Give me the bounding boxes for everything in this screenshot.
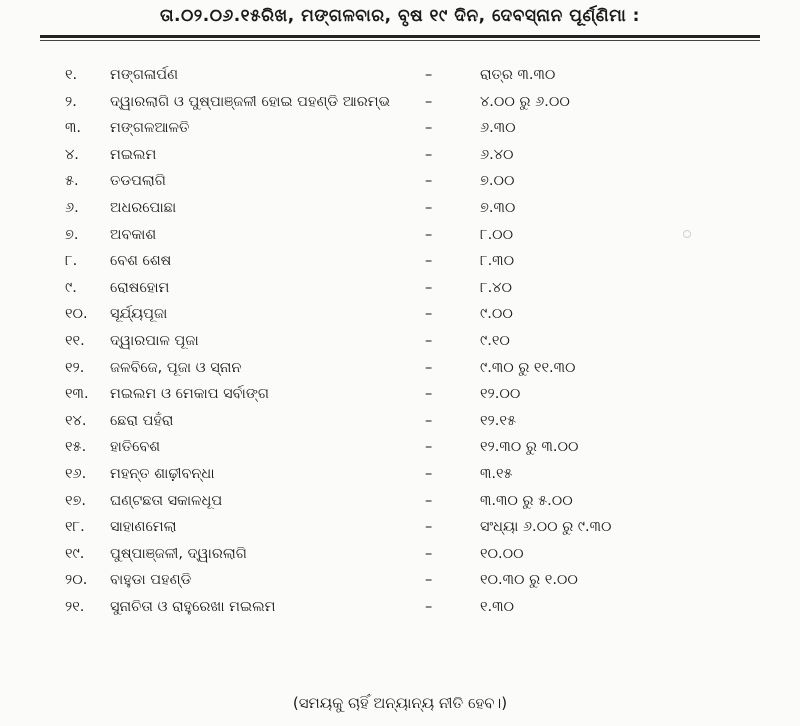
title-underline-thin: [40, 40, 760, 41]
ritual-name: ତଡପଲାଗି: [110, 173, 166, 190]
ritual-name: ସୁନାଚିତା ଓ ରାହୁରେଖା ମଇଲମ: [110, 598, 276, 615]
separator-dash: –: [425, 93, 433, 110]
ritual-time: ୩.୩୦ ରୁ ୫.୦୦: [480, 492, 573, 509]
schedule-row: [0, 434, 800, 461]
ritual-time: ୭.୩୦: [480, 199, 516, 216]
separator-dash: –: [425, 465, 433, 482]
schedule-row: [0, 195, 800, 222]
separator-dash: –: [425, 173, 433, 190]
ritual-time: ୬.୪୦: [480, 146, 514, 163]
separator-dash: –: [425, 598, 433, 615]
item-number: ୪.: [65, 146, 79, 163]
ritual-name: ଛେରା ପହଁରା: [110, 412, 174, 429]
ritual-time: ସଂଧ୍ୟା ୬.୦୦ ରୁ ୯.୩୦: [480, 519, 612, 536]
schedule-row: [0, 567, 800, 594]
separator-dash: –: [425, 146, 433, 163]
schedule-row: [0, 115, 800, 142]
ritual-time: ୧୨.୦୦: [480, 386, 521, 403]
item-number: ୧୬.: [65, 465, 87, 482]
schedule-row: [0, 381, 800, 408]
schedule-row: [0, 408, 800, 435]
schedule-row: [0, 355, 800, 382]
item-number: ୮.: [65, 253, 78, 270]
schedule-row: [0, 541, 800, 568]
ritual-time: ୧୦.୩୦ ରୁ ୧.୦୦: [480, 572, 578, 589]
item-number: ୨.: [65, 93, 77, 110]
ritual-time: ୧୨.୩୦ ରୁ ୩.୦୦: [480, 439, 579, 456]
item-number: ୭.: [65, 226, 79, 243]
separator-dash: –: [425, 306, 433, 323]
item-number: ୧.: [65, 67, 78, 83]
ritual-schedule-list: [0, 62, 800, 620]
ritual-name: ରୋଷହୋମ: [110, 279, 170, 296]
separator-dash: –: [425, 492, 433, 509]
ritual-name: ବେଶ ଶେଷ: [110, 253, 172, 270]
title-underline-thick: [40, 35, 760, 38]
separator-dash: –: [425, 120, 433, 137]
scan-mark: [683, 230, 691, 238]
item-number: ୧୨.: [65, 359, 85, 376]
ritual-name: ହାତିବେଶ: [110, 439, 161, 456]
item-number: ୧୭.: [65, 492, 87, 509]
ritual-time: ୯.୦୦: [480, 306, 513, 323]
separator-dash: –: [425, 253, 433, 270]
ritual-name: ଦ୍ୱାରପାଳ ପୂଜା: [110, 332, 199, 349]
ritual-time: ୭.୦୦: [480, 173, 515, 190]
item-number: ୧୦.: [65, 306, 88, 323]
ritual-time: ରାତ୍ର ୩.୩୦: [480, 67, 556, 83]
item-number: ୨୧.: [65, 598, 85, 615]
ritual-time: ୧୦.୦୦: [480, 545, 524, 562]
separator-dash: –: [425, 199, 433, 216]
schedule-row: [0, 89, 800, 116]
footer-note: (ସମୟକୁ ଚାହିଁ ଅନ୍ୟାନ୍ୟ ନୀତି ହେବ।): [292, 694, 508, 712]
ritual-name: ମଇଲମ ଓ ମେକାପ ସର୍ବାଙ୍ଗ: [110, 386, 269, 403]
ritual-name: ସାହାଣମେଲା: [110, 519, 177, 536]
ritual-time: ୮.୩୦: [480, 253, 515, 270]
ritual-name: ଦ୍ୱାରଲାଗି ଓ ପୁଷ୍ପାଞ୍ଜଳୀ ହୋଇ ପହଣ୍ଡି ଆରମ୍ଭ: [110, 93, 391, 110]
schedule-row: [0, 222, 800, 249]
item-number: ୧୯.: [65, 545, 85, 562]
schedule-row: [0, 594, 800, 621]
ritual-time: ୩.୧୫: [480, 465, 513, 482]
ritual-time: ୧.୩୦: [480, 598, 515, 615]
item-number: ୧୪.: [65, 412, 87, 429]
separator-dash: –: [425, 332, 433, 349]
ritual-time: ୧୨.୧୫: [480, 412, 516, 429]
ritual-time: ୯.୧୦: [480, 332, 510, 349]
item-number: ୧୫.: [65, 439, 87, 456]
ritual-name: ମହନ୍ତ ଶାଢ଼ୀବନ୍ଧା: [110, 465, 215, 482]
separator-dash: –: [425, 226, 433, 243]
separator-dash: –: [425, 412, 433, 429]
separator-dash: –: [425, 545, 433, 562]
schedule-row: [0, 488, 800, 515]
page-title: ତା.୦୨.୦୬.୧୫ରିଖ, ମଙ୍ଗଳବାର, ବୃଷ ୧୯ ଦିନ, ଦେବସ୍ନାନ ପୂର୍ଣ୍ଣିମା :: [160, 6, 640, 26]
item-number: ୧୩.: [65, 386, 89, 403]
ritual-name: ଘଣ୍ଟଛତା ସକାଳଧୂପ: [110, 492, 223, 509]
schedule-row: [0, 301, 800, 328]
ritual-time: ୮.୦୦: [480, 226, 514, 243]
item-number: ୧୮.: [65, 519, 85, 536]
ritual-time: ୪.୦୦ ରୁ ୬.୦୦: [480, 93, 570, 110]
item-number: ୩.: [65, 120, 82, 137]
schedule-row: [0, 328, 800, 355]
ritual-name: ମଇଲମ: [110, 146, 157, 163]
schedule-row: [0, 461, 800, 488]
schedule-row: [0, 275, 800, 302]
schedule-row: [0, 142, 800, 169]
separator-dash: –: [425, 519, 433, 536]
item-number: ୫.: [65, 173, 79, 190]
ritual-name: ଅଧରପୋଛା: [110, 199, 177, 216]
ritual-name: ସୂର୍ଯ୍ୟପୂଜା: [110, 306, 168, 323]
item-number: ୬.: [65, 199, 79, 216]
separator-dash: –: [425, 386, 433, 403]
item-number: ୨୦.: [65, 572, 88, 589]
schedule-row: [0, 62, 800, 89]
schedule-row: [0, 168, 800, 195]
separator-dash: –: [425, 572, 433, 589]
schedule-row: [0, 248, 800, 275]
separator-dash: –: [425, 67, 433, 83]
ritual-name: ପୁଷ୍ପାଞ୍ଜଳୀ, ଦ୍ୱାରଲାଗି: [110, 545, 247, 562]
item-number: ୧୧.: [65, 332, 85, 349]
item-number: ୯.: [65, 279, 77, 296]
separator-dash: –: [425, 279, 433, 296]
ritual-time: ୮.୪୦: [480, 279, 512, 296]
separator-dash: –: [425, 359, 433, 376]
ritual-name: ମଙ୍ଗଳାର୍ପଣ: [110, 67, 179, 83]
ritual-name: ଜଳବିଜେ, ପୂଜା ଓ ସ୍ନାନ: [110, 359, 242, 376]
ritual-time: ୬.୩୦: [480, 120, 516, 137]
separator-dash: –: [425, 439, 433, 456]
ritual-time: ୯.୩୦ ରୁ ୧୧.୩୦: [480, 359, 576, 376]
ritual-name: ବାହୁଡା ପହଣ୍ଡି: [110, 572, 192, 589]
ritual-name: ଅବକାଶ: [110, 226, 157, 243]
schedule-row: [0, 514, 800, 541]
ritual-name: ମଙ୍ଗଳଆଳତି: [110, 120, 190, 137]
